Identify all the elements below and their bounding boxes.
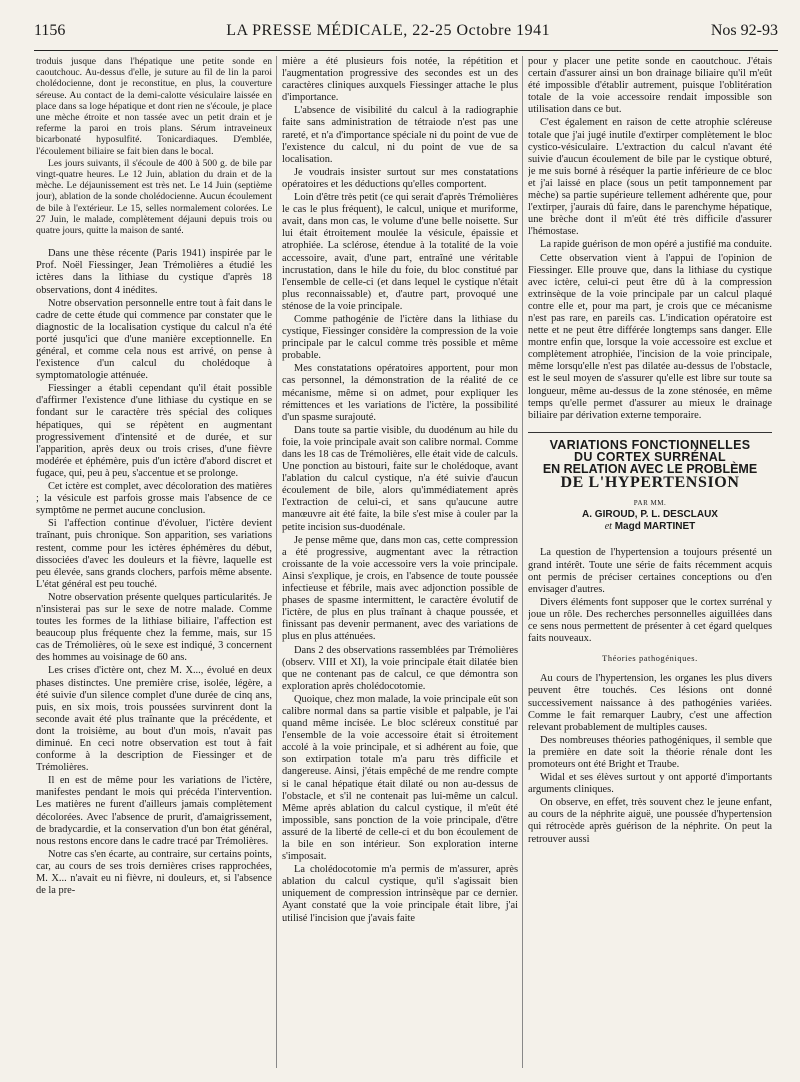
title-line: EN RELATION AVEC LE PROBLÈME	[542, 462, 758, 476]
column-1	[36, 56, 272, 1072]
paragraph: Notre cas s'en écarte, au contraire, sur certains points, car, au cours de ses trois dernières crises rapprochées, M. X... n'avait eu ni fièvre, ni douleurs, et, si l'absence de la pre-	[36, 848, 272, 897]
paragraph: troduis jusque dans l'hépatique une petite sonde en caoutchouc. Au-dessus d'elle, je suture au fil de lin la paroi cholédocienne, dont je reconstitue, en plus, la couverture séreuse. Au contact de la demi-calotte vésiculaire laissée en place dans sa loge hépatique et dont rien ne s'écoule, je place une mèche étroite et non tassée avec un petit drain et je referme la paroi en trois plans. Sérum intraveineux bicarbonaté hyposulfité. Tonicardiaques. D'emblée, l'écoulement biliaire se fait bien dans le bocal.	[36, 56, 272, 157]
paragraph: Fiessinger a établi cependant qu'il était possible d'affirmer l'existence d'une lithiase du cystique en se fondant sur le caractère très spécial des coliques hépatiques, qui se répètent en augmentant progressivement d'intensité et de durée, et sur l'apparition, après deux ou trois crises, d'une fièvre modérée et éphémère, puis d'un ictère d'abord discret et fugace, qui, peu à peu, s'accentue et se prolonge.	[36, 383, 272, 479]
byline-par: PAR MM.	[633, 499, 667, 508]
paragraph: Je pense même que, dans mon cas, cette compression a été progressive, augmentant avec la rétraction croissante de la voie accessoire vers la voie principale. Ainsi s'explique, je crois, en l'absence de toute poussée infectieuse et fébrile, mais avec adjonction possible de phases de spasme intermittent, le caractère évolutif de l'ictère, de plus en plus traînant à chaque poussée, et finissant pas devenir permanent, avec des variations de plus en plus atténuées.	[282, 534, 518, 643]
title-line: DE L'HYPERTENSION	[560, 474, 740, 492]
paragraph: Dans une thèse récente (Paris 1941) inspirée par le Prof. Noël Fiessinger, Jean Trémolières a étudié les ictères dans la lithiase du cystique d'après 18 observations, dont 4 inédites.	[36, 248, 272, 296]
paragraph: L'absence de visibilité du calcul à la radiographie faite sans administration de tétraiode n'est pas une rareté, et n'a d'importance spéciale ni du point de vue de l'existence du calcul, ni du point de vue de sa localisation.	[282, 105, 518, 165]
paragraph: Notre observation présente quelques particularités. Je n'insisterai pas sur le sexe de notre malade. Comme toutes les formes de la lithiase biliaire, l'affection est beaucoup plus fréquente chez la femme, mais, sur 15 cas de Trémolières, où le sexe est indiqué, 3 concernent des hommes au voisinage de 60 ans.	[36, 591, 272, 664]
author-name: Magd MARTINET	[614, 521, 696, 533]
paragraph: Loin d'être très petit (ce qui serait d'après Trémolières le cas le plus fréquent), le calcul, unique et muriforme, avait, dans mon cas, le volume d'une belle noisette. Sur lui était étroitement moulée la vésicule, épaissie et atrophiée. La sclérose, étendue à la totalité de la voie accessoire, avait, d'une part, entraîné une véritable incrustation, dans le hile du foie, du bloc constitué par l'ensemble de celle-ci (et dans lequel le cystique n'était plus reconnaissable) et, d'autre part, provoqué une sténose de la voie principale.	[282, 192, 518, 312]
column-2	[282, 56, 518, 1072]
paragraph: La rapide guérison de mon opéré a justifié ma conduite.	[540, 239, 772, 251]
column-divider	[276, 56, 277, 1068]
authors-conjunction: et	[604, 521, 612, 533]
paragraph: Il en est de même pour les variations de l'ictère, manifestes pendant le mois qui précéda l'intervention. Les matières ne furent d'ailleurs jamais complètement décolorées. Avec l'absence de prurit, d'amaigrissement, de bradycardie, et la conservation d'un bon état général, nous restons encore dans le cadre tracé par Trémolières.	[36, 775, 272, 847]
case-report-continuation	[36, 56, 272, 236]
paragraph: pour y placer une petite sonde en caoutchouc. J'étais certain d'assurer ainsi un bon drainage biliaire qu'il m'eût été impossible d'établir autrement, puisque l'oblitération totale de la voie accessoire rendait impossible son utilisation dans ce but.	[528, 56, 772, 116]
paragraph: Au cours de l'hypertension, les organes les plus divers peuvent être touchés. Ces lésions ont donné successivement naissance à des pathogénies variées. Comme le fait remarquer Laubry, c'est une affection relevant probablement de multiples causes.	[528, 673, 772, 733]
paragraph: Quoique, chez mon malade, la voie principale eût son calibre normal dans sa partie visible et palpable, je l'ai quand même incisée. Le bloc scléreux constitué par l'ensemble de la voie accessoire était si étroitement accolé à la voie principale, et si adhérent au foie, que son extirpation totale m'a paru très difficile et dangereuse. Ainsi, j'étais empêché de me rendre compte si le canal hépatique était dilaté ou non au-dessus de l'obstacle, et s'il ne contenait pas lui-même un calcul. Même après ablation du calcul cystique, il m'eût été impossible, sans ponction de la voie principale, d'être assuré de la liberté de celle-ci et du bon écoulement de la bile en son intérieur. Son exploration interne s'imposait.	[282, 693, 518, 863]
title-line: VARIATIONS FONCTIONNELLES	[549, 437, 751, 452]
issue-number: Nos 92-93	[710, 22, 778, 39]
paragraph: Mes constatations opératoires apportent, pour mon cas personnel, la démonstration de la réalité de ce mécanisme, même si on admet, pour expliquer les rémittences et les variations de l'ictère, la possibilité d'un spasme surajouté.	[282, 363, 518, 423]
article-separator	[528, 432, 772, 433]
paragraph: Des nombreuses théories pathogéniques, il semble que la première en date soit la théorie rénale dont les promoteurs ont été Bright et Traube.	[528, 734, 772, 770]
paragraph: Les jours suivants, il s'écoule de 400 à 500 g. de bile par vingt-quatre heures. Le 12 Juin, ablation du drain et de la mèche. Le déjaunissement est très net. Le 14 Juin (septième jour), ablation de la sonde cholédocienne. Aucun écoulement de bile à l'extérieur. Le 15, selles normalement colorées. Le 27 Juin, le malade, complètement déjauni depuis trois ou quatre jours, quitte la maison de santé.	[36, 157, 272, 237]
paragraph: Cet ictère est complet, avec décoloration des matières ; la vésicule est parfois grosse mais l'absence de ce symptôme ne permet aucune conclusion.	[36, 481, 272, 517]
paragraph: La question de l'hypertension a toujours présenté un grand intérêt. Toute une série de faits récemment acquis ont permis de préciser certaines conceptions ou d'en envisager d'autres.	[528, 547, 772, 595]
title-line: DU CORTEX SURRÉNAL	[574, 449, 726, 464]
paragraph: Comme pathogénie de l'ictère dans la lithiase du cystique, Fiessinger considère la compression de la voie principale par le calcul comme très possible et même probable.	[282, 313, 518, 362]
paragraph: On observe, en effet, très souvent chez le jeune enfant, au cours de la néphrite aiguë, une poussée d'hypertension qui rétrocède après guérison de la néphrite. On peut la retrouver aussi	[528, 797, 772, 845]
authors-line: A. GIROUD, P. L. DESCLAUX	[582, 509, 718, 521]
paragraph: Divers éléments font supposer que le cortex surrénal y joue un rôle. Des recherches personnelles aiguillées dans ce sens nous permettent de présenter à cet égard quelques faits nouveaux.	[528, 596, 772, 645]
column-3	[528, 56, 772, 1072]
header-rule	[34, 50, 778, 51]
column-divider	[522, 56, 523, 1068]
journal-title: LA PRESSE MÉDICALE, 22-25 Octobre 1941	[226, 22, 551, 39]
section-subhead: Théories pathogéniques.	[602, 654, 698, 664]
paragraph: Dans 2 des observations rassemblées par Trémolières (observ. VIII et XI), la voie principale était dilatée bien que ne contenant pas de calcul, ce que démontra son exploration après cholédocotomie.	[282, 644, 518, 692]
paragraph: mière a été plusieurs fois notée, la répétition et l'augmentation progressive des secondes est un des caractères cliniques auxquels Fiessinger attache le plus d'importance.	[282, 56, 518, 104]
paragraph: Je voudrais insister surtout sur mes constatations opératoires et les déductions qu'elles comportent.	[282, 166, 518, 190]
paragraph: Widal et ses élèves surtout y ont apporté d'importants arguments cliniques.	[528, 772, 772, 796]
page-header	[34, 22, 778, 46]
authors-line-2	[528, 521, 772, 533]
article-title	[528, 437, 772, 492]
paragraph: Dans toute sa partie visible, du duodénum au hile du foie, la voie principale avait son calibre normal. Comme dans les 18 cas de Trémolières, elle était vide de calculs. Une ponction au bistouri, faite sur le cholédoque, avant l'ablation du calcul cystique, n'a été suivie d'aucun écoulement de bile, alors qu'immédiatement après l'extraction de celui-ci, et sans qu'aucune autre manœuvre ait été faite, la bile s'est mise à couler par la petite incision sus-duodénale.	[282, 424, 518, 533]
paragraph: Cette observation vient à l'appui de l'opinion de Fiessinger. Elle prouve que, dans la lithiase du cystique avec ictère, celui-ci peut être dû à la compression extrinsèque de la voie principale par un calcul plaqué contre elle et, pour ma part, je crois que ce mécanisme n'est pas rare, en pareils cas. L'indication opératoire est nette et ne peut être différée longtemps sans danger. Elle montre enfin que, lorsque la voie accessoire est exclue et complètement atrophiée, l'incision de la voie principale, même lorsqu'elle n'est pas dilatée au-dessus de l'obstacle, est le seul moyen de s'assurer qu'elle est libre sur toute sa longueur, même au-dessus de la zone sténosée, en même temps qu'elle permet d'assurer au mieux le drainage biliaire par dérivation externe temporaire.	[528, 252, 772, 421]
paragraph: C'est également en raison de cette atrophie scléreuse totale que j'ai jugé inutile d'extirper complètement le bloc cystico-vésiculaire. L'extraction du calcul n'avant été suivie d'aucun écoulement de bile par le cystique obturé, je me suis borné à réséquer la partie inférieure de ce bloc et j'ai laissé en place (sous un petit tamponnement par mèche) sa partie supérieure tellement adhérente que, pour l'extirper, j'aurais dû faire, dans le parenchyme hépatique, une brèche dont il m'eût été très difficile d'assurer l'hémostase.	[528, 117, 772, 238]
paragraph: Si l'affection continue d'évoluer, l'ictère devient traînant, puis chronique. Son apparition, ses variations restent, comme pour les ictères éphémères du début, dissociées d'avec les douleurs et la fièvre, laquelle est peu élevée, sans grands clochers, parfois même absente. L'état général est peu touché.	[36, 518, 272, 590]
paragraph: Les crises d'ictère ont, chez M. X..., évolué en deux phases distinctes. Une première crise, isolée, légère, a été suivie d'un silence complet d'une durée de cinq ans, puis, en six mois, trois poussées survinrent dont la seconde avait été plus traînante que la précédente, et dont la troisième, au bout d'un mois, n'avait pas diminué. En ceci notre observation est tout à fait conforme à la description de Fiessinger et de Trémolières.	[36, 665, 272, 774]
paragraph: Notre observation personnelle entre tout à fait dans le cadre de cette étude qui commence par constater que le diagnostic de la localisation cystique du calcul n'a été porté jusqu'ici que d'une manière exceptionnelle. En général, et comme cela nous est arrivé, on pense à l'existence d'un calcul du cholédoque à symptomatologie atténuée.	[36, 297, 272, 382]
paragraph: La cholédocotomie m'a permis de m'assurer, après ablation du calcul cystique, qu'il s'agissait bien uniquement de compression intrinsèque par ce dernier. Ayant constaté que la voie principale était libre, j'ai utilisé l'incision que j'avais faite	[282, 864, 518, 924]
page-number: 1156	[34, 22, 66, 39]
